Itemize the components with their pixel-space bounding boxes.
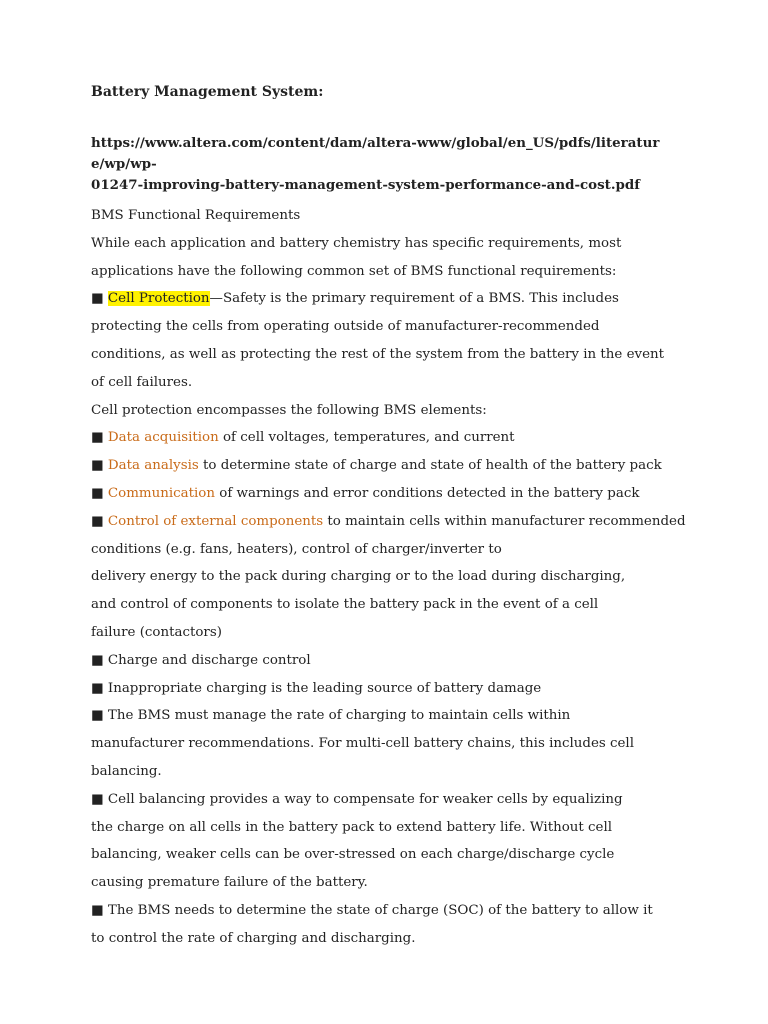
paragraph-line: delivery energy to the pack during charging or to the load during discharging, — [91, 569, 626, 585]
paragraph-line: and control of components to isolate the battery pack in the event of a cell — [91, 597, 599, 613]
source-url-line-1[interactable]: https://www.altera.com/content/dam/altera-www/global/en_US/pdfs/literature/wp/wp- — [91, 135, 660, 172]
bullet-text: of warnings and error conditions detected in the battery pack — [215, 485, 640, 501]
paragraph-line: to control the rate of charging and discharging. — [91, 930, 416, 946]
term-control-external-components: Control of external components — [107, 513, 324, 529]
bullet-text: to determine state of charge and state of health of the battery pack — [198, 458, 662, 474]
paragraph-line: protecting the cells from operating outside of manufacturer-recommended — [91, 319, 600, 335]
paragraph-line: balancing, weaker cells can be over-stressed on each charge/discharge cycle — [91, 847, 615, 863]
bullet-control-external — [91, 508, 711, 536]
term-communication: Communication — [107, 485, 215, 501]
paragraph-line: conditions (e.g. fans, heaters), control of charger/inverter to — [91, 541, 502, 557]
bullet-text: —Safety is the primary requirement of a BMS. This includes — [209, 291, 619, 307]
paragraph-line: Cell protection encompasses the following BMS elements: — [91, 402, 487, 418]
section-heading: BMS Functional Requirements — [91, 208, 301, 223]
bullet-text: to maintain cells within manufacturer recommended — [323, 513, 686, 529]
bullet-marker: ■ — [91, 485, 108, 501]
bullet-data-analysis — [91, 452, 711, 480]
bullet-marker: ■ — [91, 430, 108, 446]
paragraph-line: failure (contactors) — [91, 624, 222, 640]
bullet-marker: ■ — [91, 291, 108, 307]
source-url[interactable] — [91, 133, 666, 196]
paragraph-line: applications have the following common set of BMS functional requirements: — [91, 263, 617, 279]
document-body — [91, 82, 711, 953]
source-url-line-2[interactable]: 01247-improving-battery-management-system-performance-and-cost.pdf — [91, 177, 640, 193]
bullet-communication — [91, 480, 711, 508]
paragraph-line: balancing. — [91, 763, 162, 779]
paragraph-line: of cell failures. — [91, 374, 193, 390]
term-data-analysis: Data analysis — [107, 458, 199, 474]
bullet-marker: ■ — [91, 513, 108, 529]
term-data-acquisition: Data acquisition — [107, 430, 219, 446]
bullet-marker: ■ — [91, 458, 108, 474]
bullet-text: of cell voltages, temperatures, and current — [218, 430, 515, 446]
bullet-charge-control: ■ Charge and discharge control — [91, 652, 311, 668]
highlighted-term: Cell Protection — [107, 291, 210, 307]
paragraph-line: causing premature failure of the battery. — [91, 875, 368, 891]
paragraph-line: conditions, as well as protecting the rest of the system from the battery in the event — [91, 346, 665, 362]
paragraph-line: the charge on all cells in the battery pack to extend battery life. Without cell — [91, 819, 613, 835]
bullet-cell-balancing: ■ Cell balancing provides a way to compensate for weaker cells by equalizing — [91, 791, 623, 807]
paragraph-line: manufacturer recommendations. For multi-cell battery chains, this includes cell — [91, 736, 635, 752]
paragraph-line: While each application and battery chemistry has specific requirements, most — [91, 235, 622, 251]
bullet-inappropriate-charging: ■ Inappropriate charging is the leading source of battery damage — [91, 680, 542, 696]
bullet-data-acquisition — [91, 424, 711, 452]
bullet-bms-rate: ■ The BMS must manage the rate of charging to maintain cells within — [91, 708, 571, 724]
document-title: Battery Management System: — [91, 84, 324, 100]
bullet-cell-protection — [91, 285, 711, 313]
bullet-soc: ■ The BMS needs to determine the state of charge (SOC) of the battery to allow it — [91, 902, 653, 918]
